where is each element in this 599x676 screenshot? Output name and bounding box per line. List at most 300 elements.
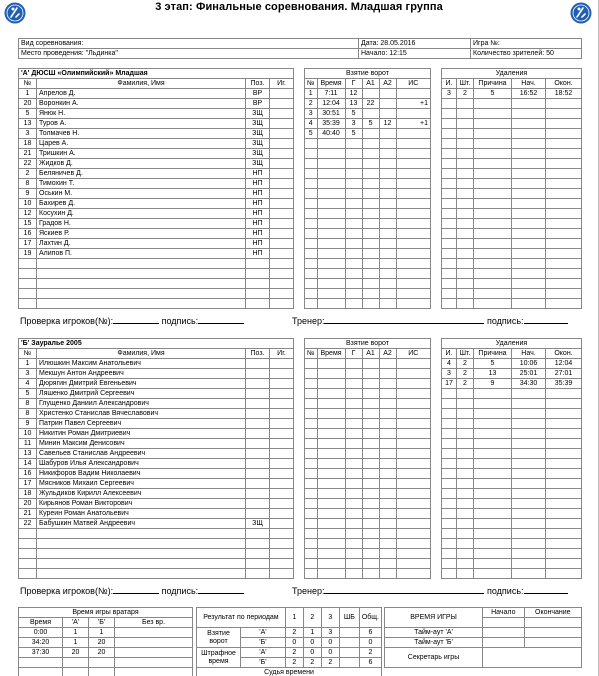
empty-cell <box>396 529 430 539</box>
score-cell: 0 <box>303 648 321 658</box>
player-position: НП <box>246 249 270 259</box>
penalty-row <box>442 359 582 369</box>
empty-cell <box>546 429 582 439</box>
empty-cell <box>270 279 294 289</box>
penalty-row-empty <box>442 179 582 189</box>
empty-cell <box>345 299 362 309</box>
empty-cell <box>546 539 582 549</box>
empty-cell <box>362 379 379 389</box>
penalty-player: 4 <box>442 359 457 369</box>
empty-cell <box>305 249 318 259</box>
empty-cell <box>379 509 396 519</box>
goal-row-empty <box>305 479 431 489</box>
shootout-header: ШБ <box>339 608 359 628</box>
empty-cell <box>512 549 546 559</box>
empty-cell <box>512 99 546 109</box>
empty-cell <box>362 519 379 529</box>
empty-cell <box>442 389 457 399</box>
empty-cell <box>396 159 430 169</box>
player-number: 3 <box>19 129 37 139</box>
goalie-time-table <box>18 607 193 676</box>
empty-cell <box>362 559 379 569</box>
empty-cell <box>396 359 430 369</box>
empty-cell <box>362 299 379 309</box>
empty-cell <box>345 279 362 289</box>
player-played <box>270 389 294 399</box>
player-played <box>270 399 294 409</box>
goal-row-empty <box>305 209 431 219</box>
empty-cell <box>442 299 457 309</box>
team-a-signatures <box>20 315 244 326</box>
goal-row-empty <box>305 279 431 289</box>
goal-number: 3 <box>305 109 318 119</box>
penalty-row-empty <box>442 279 582 289</box>
empty-cell <box>317 269 345 279</box>
player-position: ВР <box>246 89 270 99</box>
empty-cell <box>19 539 37 549</box>
goal-number: 4 <box>305 119 318 129</box>
empty-cell <box>457 459 474 469</box>
player-number: 21 <box>19 509 37 519</box>
empty-cell <box>546 299 582 309</box>
penalty-row-empty <box>442 139 582 149</box>
empty-cell <box>379 479 396 489</box>
empty-cell <box>546 119 582 129</box>
col-assist2: А2 <box>379 349 396 359</box>
penalty-start: 34:30 <box>512 379 546 389</box>
empty-cell <box>512 559 546 569</box>
empty-cell <box>345 449 362 459</box>
empty-cell <box>379 179 396 189</box>
player-name: Мекшун Антон Андреевич <box>37 369 246 379</box>
goal-row-empty <box>305 179 431 189</box>
empty-cell <box>345 269 362 279</box>
player-name: Лахтин Д. <box>37 239 246 249</box>
empty-cell <box>512 169 546 179</box>
player-position: ЗЩ <box>246 129 270 139</box>
empty-cell <box>345 459 362 469</box>
empty-cell <box>362 569 379 579</box>
empty-cell <box>546 409 582 419</box>
empty-cell <box>345 379 362 389</box>
empty-cell <box>396 409 430 419</box>
empty-cell <box>379 439 396 449</box>
player-position <box>246 429 270 439</box>
player-row <box>19 159 294 169</box>
player-row <box>19 499 294 509</box>
empty-cell <box>19 559 37 569</box>
empty-cell <box>270 269 294 279</box>
empty-cell <box>115 668 193 676</box>
player-row-empty <box>19 259 294 269</box>
penalty-row-empty <box>442 479 582 489</box>
player-name: Никитин Роман Дмитриевич <box>37 429 246 439</box>
goal-strength <box>396 89 430 99</box>
penalty-row-label <box>197 648 241 668</box>
empty-cell <box>305 199 318 209</box>
col-time: Время <box>317 79 345 89</box>
col-start: Нач. <box>512 79 546 89</box>
empty-cell <box>474 279 512 289</box>
periods-title: Результат по периодам <box>197 608 286 628</box>
empty-cell <box>396 259 430 269</box>
secretary-label: Секретарь игры <box>385 648 483 668</box>
empty-cell <box>546 569 582 579</box>
empty-cell <box>379 369 396 379</box>
penalty-row-empty <box>442 509 582 519</box>
goal-row <box>305 89 431 99</box>
empty-cell <box>396 199 430 209</box>
empty-cell <box>379 159 396 169</box>
empty-cell <box>379 459 396 469</box>
empty-cell <box>457 189 474 199</box>
empty-cell <box>37 299 246 309</box>
empty-cell <box>305 399 318 409</box>
player-number: 22 <box>19 159 37 169</box>
goal-row-empty <box>305 379 431 389</box>
goal-assist2: 12 <box>379 119 396 129</box>
score-cell: 6 <box>359 658 381 668</box>
empty-cell <box>305 429 318 439</box>
penalty-row-empty <box>442 239 582 249</box>
empty-cell <box>457 539 474 549</box>
empty-cell <box>317 169 345 179</box>
empty-cell <box>474 519 512 529</box>
empty-cell <box>396 439 430 449</box>
goal-row-empty <box>305 159 431 169</box>
empty-cell <box>317 509 345 519</box>
score-cell: 2 <box>285 628 303 638</box>
empty-cell <box>317 199 345 209</box>
empty-cell <box>362 509 379 519</box>
player-position: НП <box>246 219 270 229</box>
empty-cell <box>396 569 430 579</box>
empty-cell <box>317 149 345 159</box>
penalty-end: 35:39 <box>546 379 582 389</box>
empty-cell <box>63 668 89 676</box>
empty-cell <box>546 259 582 269</box>
empty-cell <box>362 229 379 239</box>
empty-cell <box>305 389 318 399</box>
empty-cell <box>305 169 318 179</box>
empty-cell <box>512 529 546 539</box>
coach-label: Тренер: <box>292 586 325 596</box>
col-player: И. <box>442 79 457 89</box>
empty-cell <box>546 479 582 489</box>
empty-cell <box>442 239 457 249</box>
penalty-end: 12:04 <box>546 359 582 369</box>
player-played <box>270 139 294 149</box>
goal-row-empty <box>305 139 431 149</box>
empty-cell <box>396 539 430 549</box>
empty-cell <box>474 99 512 109</box>
empty-cell <box>474 269 512 279</box>
player-row <box>19 489 294 499</box>
empty-cell <box>457 419 474 429</box>
team-b-roster <box>18 338 294 579</box>
empty-cell <box>305 499 318 509</box>
goalie-cell: 37:30 <box>19 648 63 658</box>
empty-cell <box>396 179 430 189</box>
empty-cell <box>362 529 379 539</box>
empty-cell <box>442 499 457 509</box>
empty-cell <box>246 279 270 289</box>
empty-cell <box>442 569 457 579</box>
empty-cell <box>317 289 345 299</box>
player-number: 17 <box>19 479 37 489</box>
penalty-row-empty <box>442 549 582 559</box>
score-cell: 6 <box>359 628 381 638</box>
empty-cell <box>457 469 474 479</box>
player-name: Кирьянов Роман Викторович <box>37 499 246 509</box>
empty-cell <box>305 419 318 429</box>
penalty-row-empty <box>442 149 582 159</box>
empty-cell <box>317 389 345 399</box>
player-row-empty <box>19 549 294 559</box>
empty-cell <box>345 369 362 379</box>
penalty-row-empty <box>442 259 582 269</box>
penalty-row-empty <box>442 199 582 209</box>
empty-cell <box>396 149 430 159</box>
empty-cell <box>396 279 430 289</box>
empty-cell <box>305 289 318 299</box>
goal-row-empty <box>305 389 431 399</box>
empty-cell <box>246 289 270 299</box>
empty-cell <box>37 559 246 569</box>
player-name: Воронкин А. <box>37 99 246 109</box>
penalty-row-empty <box>442 299 582 309</box>
empty-cell <box>457 389 474 399</box>
empty-cell <box>474 259 512 269</box>
empty-cell <box>345 159 362 169</box>
empty-cell <box>19 289 37 299</box>
penalty-row-empty <box>442 499 582 509</box>
empty-cell <box>546 489 582 499</box>
player-number: 13 <box>19 449 37 459</box>
empty-cell <box>442 269 457 279</box>
team-b-goals <box>304 338 431 579</box>
empty-cell <box>546 129 582 139</box>
player-played <box>270 359 294 369</box>
goal-time: 40:40 <box>317 129 345 139</box>
empty-cell <box>396 219 430 229</box>
game-end-label: Окончание <box>524 608 581 618</box>
empty-cell <box>442 529 457 539</box>
empty-cell <box>546 509 582 519</box>
team-b-signatures <box>20 585 244 596</box>
player-row <box>19 519 294 529</box>
empty-cell <box>546 189 582 199</box>
player-position: НП <box>246 189 270 199</box>
empty-cell <box>512 239 546 249</box>
empty-cell <box>457 259 474 269</box>
empty-cell <box>317 139 345 149</box>
empty-cell <box>457 499 474 509</box>
col-time: Время <box>317 349 345 359</box>
goal-strength <box>396 109 430 119</box>
player-number: 10 <box>19 429 37 439</box>
team-b-penalties <box>441 338 582 579</box>
empty-cell <box>512 269 546 279</box>
empty-cell <box>546 279 582 289</box>
player-row-empty <box>19 279 294 289</box>
player-row <box>19 419 294 429</box>
empty-cell <box>396 239 430 249</box>
player-played <box>270 169 294 179</box>
player-position: ЗЩ <box>246 109 270 119</box>
empty-cell <box>396 459 430 469</box>
sign-label: подпись: <box>161 316 199 326</box>
penalties-header: Удаления <box>442 339 582 349</box>
goal-number: 1 <box>305 89 318 99</box>
empty-cell <box>270 569 294 579</box>
player-number: 5 <box>19 109 37 119</box>
penalty-row-empty <box>442 569 582 579</box>
player-row <box>19 129 294 139</box>
empty-cell <box>512 459 546 469</box>
empty-cell <box>457 529 474 539</box>
empty-cell <box>37 539 246 549</box>
player-number: 17 <box>19 239 37 249</box>
empty-cell <box>442 149 457 159</box>
player-row <box>19 409 294 419</box>
empty-cell <box>512 229 546 239</box>
empty-cell <box>442 559 457 569</box>
empty-cell <box>379 219 396 229</box>
empty-cell <box>317 519 345 529</box>
empty-cell <box>89 658 115 668</box>
empty-cell <box>396 189 430 199</box>
player-position <box>246 369 270 379</box>
empty-cell <box>512 399 546 409</box>
empty-cell <box>457 439 474 449</box>
empty-cell <box>19 529 37 539</box>
empty-cell <box>512 469 546 479</box>
player-row <box>19 369 294 379</box>
player-row-empty <box>19 529 294 539</box>
goalie-col-a: 'А' <box>63 618 89 628</box>
empty-cell <box>37 259 246 269</box>
player-played <box>270 499 294 509</box>
empty-cell <box>546 399 582 409</box>
empty-cell <box>512 479 546 489</box>
empty-cell <box>442 519 457 529</box>
player-name: Дюрягин Дмитрий Евгеньевич <box>37 379 246 389</box>
empty-cell <box>362 439 379 449</box>
period-results-table <box>196 607 382 676</box>
player-number: 3 <box>19 369 37 379</box>
player-row <box>19 179 294 189</box>
empty-cell <box>305 529 318 539</box>
player-row <box>19 249 294 259</box>
player-played <box>270 379 294 389</box>
player-position <box>246 399 270 409</box>
player-position <box>246 489 270 499</box>
empty-cell <box>362 279 379 289</box>
empty-cell <box>442 249 457 259</box>
penalty-row-empty <box>442 399 582 409</box>
empty-cell <box>474 529 512 539</box>
empty-cell <box>246 569 270 579</box>
player-number: 8 <box>19 399 37 409</box>
empty-cell <box>379 449 396 459</box>
timeout-b-value <box>483 638 525 648</box>
empty-cell <box>362 429 379 439</box>
empty-cell <box>546 519 582 529</box>
goalie-cell: 20 <box>89 648 115 658</box>
empty-cell <box>546 289 582 299</box>
player-row-empty <box>19 539 294 549</box>
empty-cell <box>512 389 546 399</box>
player-row <box>19 189 294 199</box>
player-row <box>19 219 294 229</box>
empty-cell <box>474 179 512 189</box>
penalty-row-empty <box>442 129 582 139</box>
empty-cell <box>19 549 37 559</box>
empty-cell <box>379 399 396 409</box>
player-number: 14 <box>19 459 37 469</box>
empty-cell <box>362 369 379 379</box>
score-cell: 1 <box>303 628 321 638</box>
empty-cell <box>345 529 362 539</box>
empty-cell <box>345 229 362 239</box>
player-position <box>246 459 270 469</box>
player-number: 10 <box>19 199 37 209</box>
empty-cell <box>379 199 396 209</box>
empty-cell <box>546 159 582 169</box>
goalie-cell: 34:20 <box>19 638 63 648</box>
col-number: № <box>19 349 37 359</box>
player-name: Бабушкин Матвей Андреевич <box>37 519 246 529</box>
player-number: 19 <box>19 249 37 259</box>
score-cell: 0 <box>359 638 381 648</box>
empty-cell <box>512 159 546 169</box>
col-start: Нач. <box>512 349 546 359</box>
empty-cell <box>474 499 512 509</box>
empty-cell <box>345 539 362 549</box>
goal-row-empty <box>305 299 431 309</box>
goalie-cell: 20 <box>89 638 115 648</box>
empty-cell <box>442 469 457 479</box>
goal-row-empty <box>305 369 431 379</box>
penalty-row-empty <box>442 189 582 199</box>
player-position: ЗЩ <box>246 119 270 129</box>
empty-cell <box>362 189 379 199</box>
empty-cell <box>474 429 512 439</box>
player-name: Савельев Станислав Андреевич <box>37 449 246 459</box>
goal-row-empty <box>305 239 431 249</box>
empty-cell <box>396 489 430 499</box>
empty-cell <box>442 129 457 139</box>
empty-cell <box>457 559 474 569</box>
penalty-row-empty <box>442 449 582 459</box>
player-name: Илюшкин Максим Анатольевич <box>37 359 246 369</box>
player-position <box>246 479 270 489</box>
empty-cell <box>19 279 37 289</box>
penalty-row-empty <box>442 169 582 179</box>
goal-row-empty <box>305 429 431 439</box>
player-name: Туров А. <box>37 119 246 129</box>
sign-line <box>524 585 568 594</box>
empty-cell <box>317 279 345 289</box>
empty-cell <box>396 139 430 149</box>
empty-cell <box>512 139 546 149</box>
empty-cell <box>457 269 474 279</box>
player-position: НП <box>246 169 270 179</box>
player-played <box>270 449 294 459</box>
empty-cell <box>345 149 362 159</box>
empty-cell <box>317 419 345 429</box>
